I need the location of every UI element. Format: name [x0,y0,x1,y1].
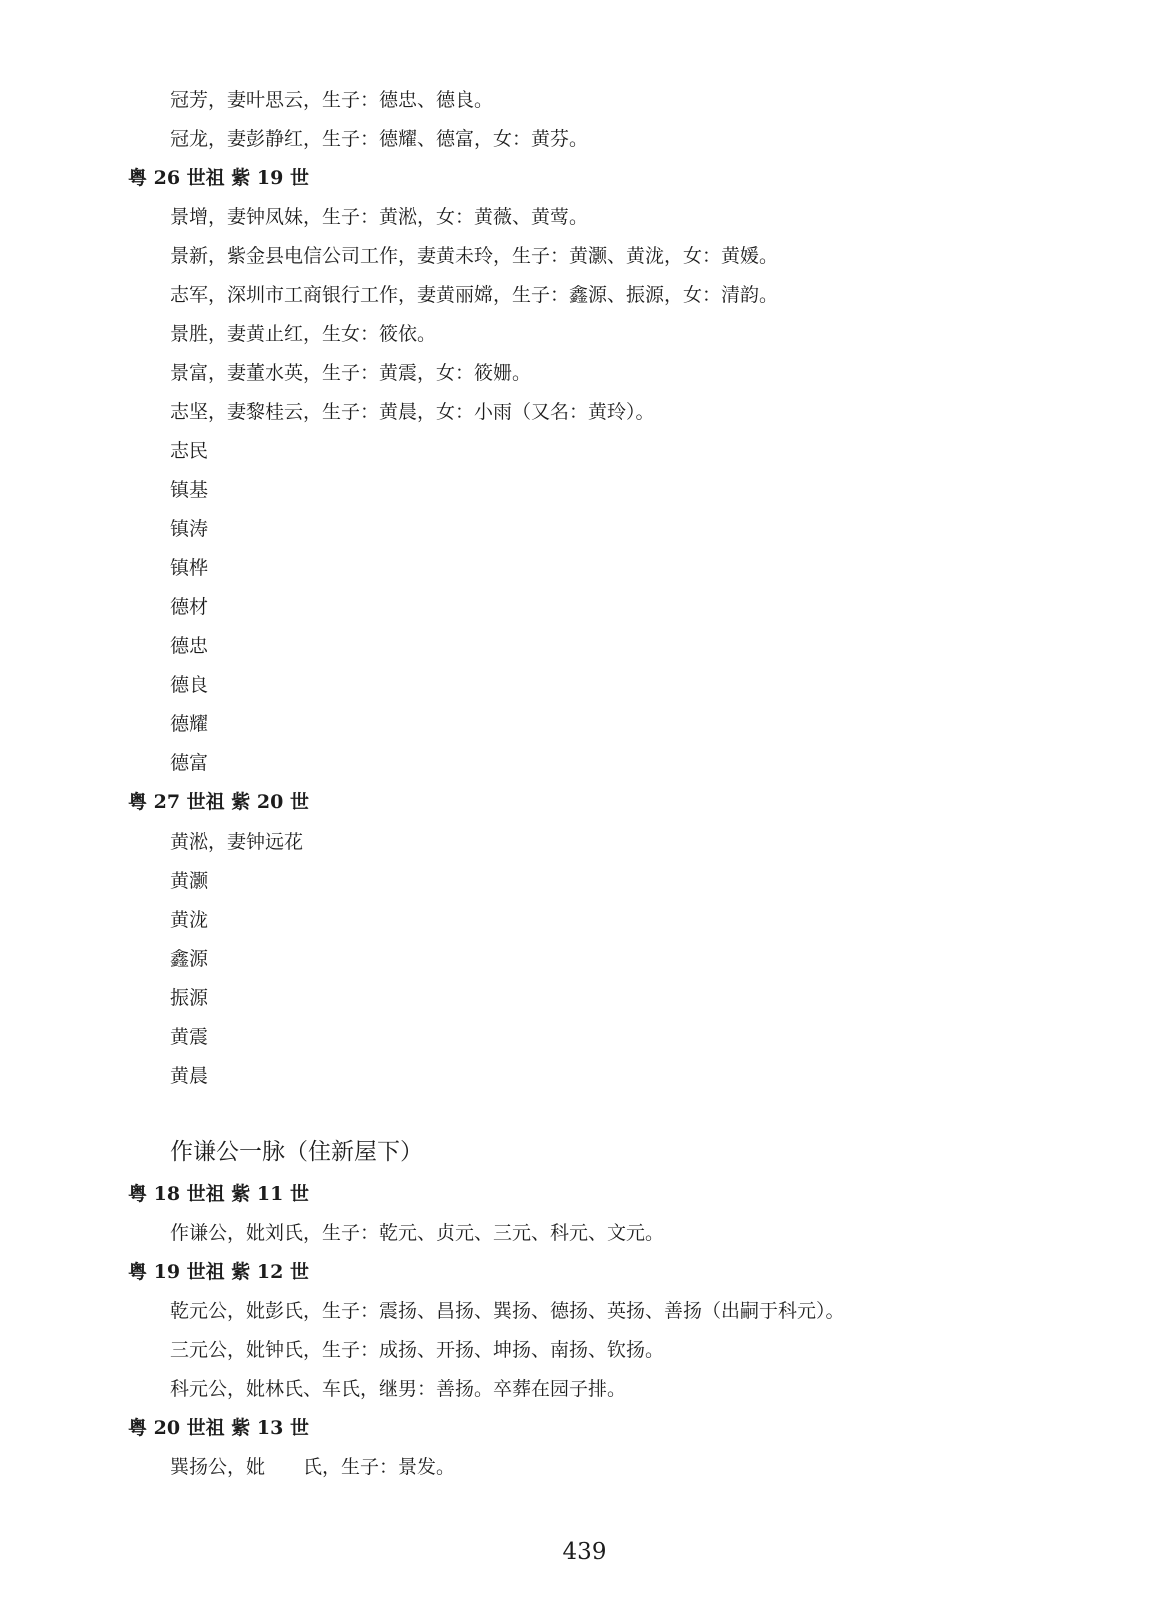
entry-line: 巽扬公，妣 氏，生子：景发。 [170,1456,456,1478]
entry-line: 志坚，妻黎桂云，生子：黄晨，女：小雨（又名：黄玲）。 [170,401,655,423]
entry-line: 志军，深圳市工商银行工作，妻黄丽嫦，生子：鑫源、振源，女：清韵。 [170,284,779,306]
entry-line: 德富 [170,752,209,774]
entry-line: 乾元公，妣彭氏，生子：震扬、昌扬、巽扬、德扬、英扬、善扬（出嗣于科元）。 [170,1300,845,1322]
entry-line: 黄灏 [170,870,209,892]
entry-line: 景增，妻钟凤妹，生子：黄淞，女：黄薇、黄莺。 [170,206,589,228]
entry-line: 冠龙，妻彭静红，生子：德耀、德富，女：黄芬。 [170,128,589,150]
generation-header: 粤 19 世祖 紫 12 世 [128,1261,309,1283]
section-title: 作谦公一脉（住新屋下） [170,1139,423,1165]
entry-line: 振源 [170,987,209,1009]
entry-line: 德良 [170,674,209,696]
entry-line: 三元公，妣钟氏，生子：成扬、开扬、坤扬、南扬、钦扬。 [170,1339,665,1361]
entry-line: 志民 [170,440,209,462]
entry-line: 科元公，妣林氏、车氏，继男：善扬。卒葬在园子排。 [170,1378,627,1400]
page-number: 439 [562,1539,607,1565]
entry-line: 作谦公，妣刘氏，生子：乾元、贞元、三元、科元、文元。 [170,1222,665,1244]
entry-line: 鑫源 [170,948,209,970]
entry-line: 黄淞，妻钟远花 [170,831,304,853]
generation-header: 粤 27 世祖 紫 20 世 [128,791,309,813]
entry-line: 冠芳，妻叶思云，生子：德忠、德良。 [170,89,494,111]
entry-line: 景富，妻董水英，生子：黄震，女：筱姗。 [170,362,532,384]
entry-line: 镇涛 [170,518,209,540]
generation-header: 粤 18 世祖 紫 11 世 [128,1183,309,1205]
entry-line: 黄晨 [170,1065,209,1087]
generation-header: 粤 20 世祖 紫 13 世 [128,1417,309,1439]
entry-line: 镇桦 [170,557,209,579]
generation-header: 粤 26 世祖 紫 19 世 [128,167,309,189]
entry-line: 黄震 [170,1026,209,1048]
entry-line: 德耀 [170,713,209,735]
entry-line: 黄泷 [170,909,209,931]
entry-line: 镇基 [170,479,209,501]
entry-line: 德忠 [170,635,209,657]
entry-line: 德材 [170,596,209,618]
entry-line: 景胜，妻黄止红，生女：筱依。 [170,323,437,345]
entry-line: 景新，紫金县电信公司工作，妻黄未玲，生子：黄灏、黄泷，女：黄媛。 [170,245,779,267]
